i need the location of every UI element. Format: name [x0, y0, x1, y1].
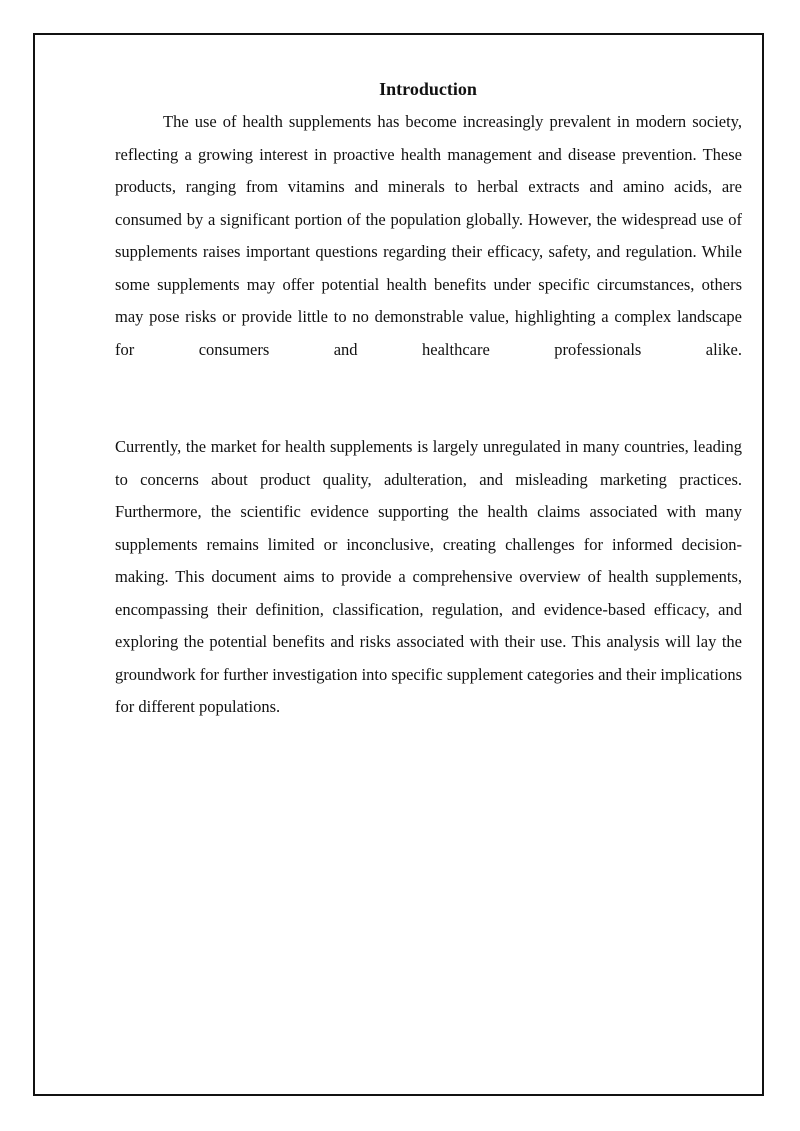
paragraph-intro: The use of health supplements has become increasingly prevalent in modern society, reflecting a growing interest in proactive health management and disease prevention. These products, ranging from vitamins and minerals to herbal extracts and amino acids, are consumed by a significant portion of the population globally. However, the widespread use of supplements raises important questions regarding their efficacy, safety, and regulation. While some supplements may offer potential health benefits under specific circumstances, others may pose risks or provide little to no demonstrable value, highlighting a complex landscape for consumers and healthcare professionals alike.: [115, 112, 742, 359]
document-title: Introduction: [379, 79, 477, 99]
paragraph-market: Currently, the market for health supplements is largely unregulated in many countries, leading to concerns about product quality, adulteration, and misleading marketing practices. Furthermore, the scientific evidence supporting the health claims associated with many supplements remains limited or inconclusive, creating challenges for informed decision-making. This document aims to provide a comprehensive overview of health supplements, encompassing their definition, classification, regulation, and evidence-based efficacy, and exploring the potential benefits and risks associated with their use. This analysis will lay the groundwork for further investigation into specific supplement categories and their implications for different populations.: [115, 437, 742, 716]
